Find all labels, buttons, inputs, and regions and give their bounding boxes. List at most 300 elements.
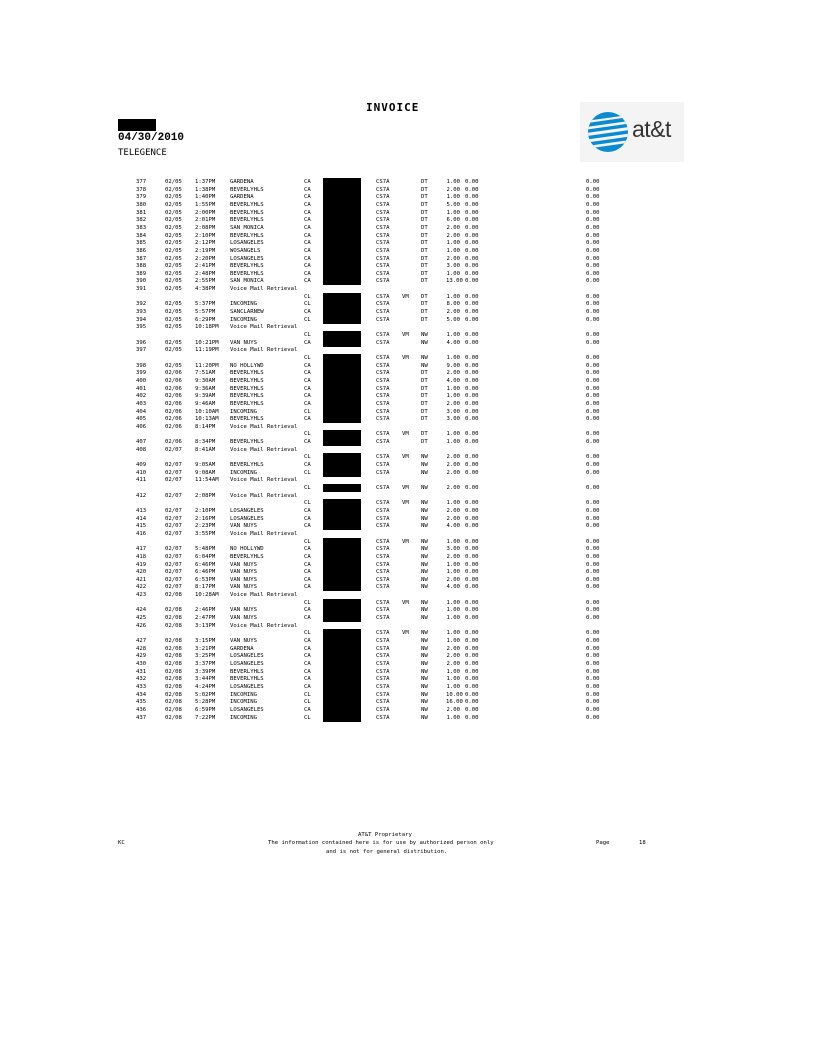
row-total: 0.00 bbox=[586, 247, 600, 254]
row-time: 5:48PM bbox=[195, 546, 216, 553]
row-amount: 0.00 bbox=[465, 377, 479, 384]
row-minutes: 5.00 bbox=[446, 316, 460, 323]
row-minutes: 3.00 bbox=[446, 416, 460, 423]
row-total: 0.00 bbox=[586, 370, 600, 377]
row-place: INCOMING bbox=[230, 469, 257, 476]
row-code: CS7A bbox=[376, 362, 390, 369]
row-minutes: 2.00 bbox=[446, 454, 460, 461]
row-time: 8:17PM bbox=[195, 584, 216, 591]
redaction-block bbox=[118, 119, 156, 131]
row-place: BEVERLYHLS bbox=[230, 400, 264, 407]
row-time: 6:46PM bbox=[195, 569, 216, 576]
row-number: 409 bbox=[136, 462, 147, 469]
row-date: 02/06 bbox=[165, 393, 182, 400]
row-state: CL bbox=[304, 332, 311, 338]
row-number: 399 bbox=[136, 370, 147, 377]
row-amount: 0.00 bbox=[465, 691, 479, 698]
row-total: 0.00 bbox=[586, 255, 600, 262]
row-code: CS7A bbox=[376, 301, 390, 308]
row-amount: 0.00 bbox=[465, 439, 479, 446]
row-date: 02/08 bbox=[165, 668, 182, 675]
row-time: 1:37PM bbox=[195, 179, 216, 185]
row-place: VAN NUYS bbox=[230, 638, 257, 644]
row-code: CS7A bbox=[376, 507, 390, 514]
row-number: 416 bbox=[136, 530, 147, 537]
row-amount: 0.00 bbox=[465, 683, 479, 690]
row-minutes: 1.00 bbox=[446, 683, 460, 690]
row-place: Voice Mail Retrieval bbox=[230, 347, 298, 354]
row-time: 1:38PM bbox=[195, 186, 216, 193]
row-total: 0.00 bbox=[586, 408, 600, 415]
row-number: 411 bbox=[136, 477, 147, 484]
row-date: 02/05 bbox=[165, 309, 182, 316]
row-rate: NW bbox=[421, 615, 428, 622]
row-number: 417 bbox=[136, 546, 147, 553]
row-time: 10:13AM bbox=[195, 416, 219, 423]
row-rate: NW bbox=[421, 500, 428, 507]
row-number: 402 bbox=[136, 393, 147, 400]
row-amount: 0.00 bbox=[465, 416, 479, 423]
row-place: LOSANGELES bbox=[230, 706, 264, 713]
row-code: CS7A bbox=[376, 217, 390, 224]
row-amount: 0.00 bbox=[465, 615, 479, 622]
row-rate: DT bbox=[421, 309, 428, 316]
row-place: BEVERLYHLS bbox=[230, 217, 264, 224]
row-total: 0.00 bbox=[586, 201, 600, 208]
row-minutes: 2.00 bbox=[446, 515, 460, 522]
row-time: 6:04PM bbox=[195, 553, 216, 560]
row-date: 02/06 bbox=[165, 439, 182, 446]
row-code: CS7A bbox=[376, 584, 390, 591]
footer-page-label: Page bbox=[596, 840, 610, 846]
row-total: 0.00 bbox=[586, 263, 600, 270]
row-state: CA bbox=[304, 270, 311, 277]
row-amount: 0.00 bbox=[465, 255, 479, 262]
row-code: CS7A bbox=[376, 393, 390, 400]
row-minutes: 3.00 bbox=[446, 546, 460, 553]
row-time: 5:02PM bbox=[195, 691, 216, 698]
row-number: 436 bbox=[136, 706, 147, 713]
row-minutes: 2.00 bbox=[446, 653, 460, 660]
row-rate: DT bbox=[421, 416, 428, 423]
row-code: CS7A bbox=[376, 660, 390, 667]
footer-notice-line2: and is not for general distribution. bbox=[326, 849, 448, 855]
row-code: CS7A bbox=[376, 638, 390, 644]
row-rate: NW bbox=[421, 569, 428, 576]
row-total: 0.00 bbox=[586, 714, 600, 721]
row-state: CA bbox=[304, 607, 311, 614]
row-number: 384 bbox=[136, 232, 147, 239]
row-state: CL bbox=[304, 431, 311, 438]
row-state: CA bbox=[304, 615, 311, 622]
row-place: GARDENA bbox=[230, 194, 254, 201]
row-place: Voice Mail Retrieval bbox=[230, 446, 298, 453]
row-time: 10:21PM bbox=[195, 339, 219, 346]
row-number: 395 bbox=[136, 324, 147, 331]
row-vm-flag: VM bbox=[402, 485, 409, 491]
row-minutes: 2.00 bbox=[446, 462, 460, 469]
row-number: 432 bbox=[136, 676, 147, 683]
row-minutes: 3.00 bbox=[446, 263, 460, 270]
row-total: 0.00 bbox=[586, 546, 600, 553]
row-code: CS7A bbox=[376, 714, 390, 721]
row-state: CA bbox=[304, 201, 311, 208]
row-minutes: 1.00 bbox=[446, 385, 460, 392]
row-rate: NW bbox=[421, 546, 428, 553]
row-time: 2:19PM bbox=[195, 247, 216, 254]
row-minutes: 2.00 bbox=[446, 660, 460, 667]
row-minutes: 9.00 bbox=[446, 362, 460, 369]
row-minutes: 2.00 bbox=[446, 553, 460, 560]
page-title: INVOICE bbox=[366, 101, 420, 114]
row-time: 10:28AM bbox=[195, 592, 219, 599]
row-amount: 0.00 bbox=[465, 309, 479, 316]
row-rate: DT bbox=[421, 431, 428, 438]
row-total: 0.00 bbox=[586, 186, 600, 193]
row-time: 2:10PM bbox=[195, 232, 216, 239]
row-state: CA bbox=[304, 569, 311, 576]
row-vm-flag: VM bbox=[402, 354, 409, 361]
row-place: LOSANGELES bbox=[230, 515, 264, 522]
row-rate: NW bbox=[421, 714, 428, 721]
row-place: Voice Mail Retrieval bbox=[230, 423, 298, 430]
row-minutes: 2.00 bbox=[446, 186, 460, 193]
row-amount: 0.00 bbox=[465, 454, 479, 461]
row-time: 8:41AM bbox=[195, 446, 216, 453]
row-time: 5:37PM bbox=[195, 301, 216, 308]
row-amount: 0.00 bbox=[465, 263, 479, 270]
logo-wordmark: at&t bbox=[632, 116, 671, 142]
row-rate: DT bbox=[421, 400, 428, 407]
row-code: CS7A bbox=[376, 263, 390, 270]
row-state: CA bbox=[304, 194, 311, 201]
row-minutes: 2.00 bbox=[446, 400, 460, 407]
row-total: 0.00 bbox=[586, 691, 600, 698]
row-total: 0.00 bbox=[586, 607, 600, 614]
row-number: 406 bbox=[136, 423, 147, 430]
row-minutes: 1.00 bbox=[446, 630, 460, 637]
row-state: CA bbox=[304, 660, 311, 667]
row-state: CA bbox=[304, 217, 311, 224]
row-rate: DT bbox=[421, 377, 428, 384]
row-place: LOSANGELES bbox=[230, 240, 264, 247]
row-number: 420 bbox=[136, 569, 147, 576]
row-place: Voice Mail Retrieval bbox=[230, 492, 298, 499]
row-number: 378 bbox=[136, 186, 147, 193]
row-place: VAN NUYS bbox=[230, 339, 257, 346]
row-amount: 0.00 bbox=[465, 706, 479, 713]
row-time: 2:10PM bbox=[195, 507, 216, 514]
row-number: 413 bbox=[136, 507, 147, 514]
row-minutes: 2.00 bbox=[446, 224, 460, 231]
row-place: BEVERLYHLS bbox=[230, 668, 264, 675]
row-date: 02/07 bbox=[165, 576, 182, 583]
row-place: BEVERLYHLS bbox=[230, 377, 264, 384]
row-place: BEVERLYHLS bbox=[230, 439, 264, 446]
row-state: CL bbox=[304, 500, 311, 507]
row-number: 379 bbox=[136, 194, 147, 201]
row-amount: 0.00 bbox=[465, 645, 479, 652]
row-state: CA bbox=[304, 278, 311, 285]
row-state: CA bbox=[304, 393, 311, 400]
row-code: CS7A bbox=[376, 377, 390, 384]
row-code: CS7A bbox=[376, 316, 390, 323]
row-minutes: 3.00 bbox=[446, 408, 460, 415]
row-amount: 0.00 bbox=[465, 462, 479, 469]
row-time: 9:39AM bbox=[195, 393, 216, 400]
row-amount: 0.00 bbox=[465, 569, 479, 576]
row-date: 02/05 bbox=[165, 232, 182, 239]
row-state: CL bbox=[304, 630, 311, 637]
row-amount: 0.00 bbox=[465, 270, 479, 277]
row-date: 02/07 bbox=[165, 561, 182, 568]
row-amount: 0.00 bbox=[465, 576, 479, 583]
row-date: 02/05 bbox=[165, 278, 182, 285]
row-code: CS7A bbox=[376, 523, 390, 530]
row-state: CA bbox=[304, 584, 311, 591]
row-state: CL bbox=[304, 691, 311, 698]
row-amount: 0.00 bbox=[465, 224, 479, 231]
row-state: CA bbox=[304, 179, 311, 185]
row-amount: 0.00 bbox=[465, 408, 479, 415]
row-date: 02/05 bbox=[165, 186, 182, 193]
row-amount: 0.00 bbox=[465, 316, 479, 323]
row-amount: 0.00 bbox=[465, 400, 479, 407]
row-total: 0.00 bbox=[586, 393, 600, 400]
row-rate: DT bbox=[421, 247, 428, 254]
row-amount: 0.00 bbox=[465, 553, 479, 560]
row-date: 02/08 bbox=[165, 691, 182, 698]
row-total: 0.00 bbox=[586, 668, 600, 675]
row-rate: DT bbox=[421, 316, 428, 323]
row-code: CS7A bbox=[376, 194, 390, 201]
row-date: 02/08 bbox=[165, 607, 182, 614]
row-rate: DT bbox=[421, 186, 428, 193]
row-state: CA bbox=[304, 638, 311, 644]
row-vm-flag: VM bbox=[402, 454, 409, 461]
row-number: 408 bbox=[136, 446, 147, 453]
row-total: 0.00 bbox=[586, 217, 600, 224]
row-time: 2:16PM bbox=[195, 515, 216, 522]
row-code: CS7A bbox=[376, 186, 390, 193]
row-code: CS7A bbox=[376, 240, 390, 247]
row-amount: 0.00 bbox=[465, 217, 479, 224]
row-time: 9:08AM bbox=[195, 469, 216, 476]
row-number: 390 bbox=[136, 278, 147, 285]
row-place: SAN MONICA bbox=[230, 224, 264, 231]
row-minutes: 1.00 bbox=[446, 607, 460, 614]
row-minutes: 1.00 bbox=[446, 500, 460, 507]
row-total: 0.00 bbox=[586, 179, 600, 185]
row-state: CA bbox=[304, 362, 311, 369]
row-state: CA bbox=[304, 400, 311, 407]
row-place: BEVERLYHLS bbox=[230, 370, 264, 377]
row-code: CS7A bbox=[376, 209, 390, 216]
row-total: 0.00 bbox=[586, 676, 600, 683]
row-number: 435 bbox=[136, 699, 147, 706]
row-rate: DT bbox=[421, 263, 428, 270]
row-date: 02/06 bbox=[165, 423, 182, 430]
row-date: 02/05 bbox=[165, 286, 182, 293]
row-code: CS7A bbox=[376, 354, 390, 361]
row-rate: NW bbox=[421, 630, 428, 637]
row-state: CA bbox=[304, 462, 311, 469]
row-rate: NW bbox=[421, 706, 428, 713]
row-minutes: 4.00 bbox=[446, 523, 460, 530]
row-amount: 0.00 bbox=[465, 278, 479, 285]
row-place: BEVERLYHLS bbox=[230, 393, 264, 400]
row-date: 02/05 bbox=[165, 324, 182, 331]
row-amount: 0.00 bbox=[465, 301, 479, 308]
row-code: CS7A bbox=[376, 309, 390, 316]
row-total: 0.00 bbox=[586, 653, 600, 660]
row-place: BEVERLYHLS bbox=[230, 385, 264, 392]
row-number: 415 bbox=[136, 523, 147, 530]
row-code: CS7A bbox=[376, 569, 390, 576]
row-minutes: 1.00 bbox=[446, 676, 460, 683]
row-state: CA bbox=[304, 240, 311, 247]
row-time: 3:15PM bbox=[195, 638, 216, 644]
row-rate: NW bbox=[421, 561, 428, 568]
row-date: 02/06 bbox=[165, 385, 182, 392]
row-date: 02/07 bbox=[165, 530, 182, 537]
row-amount: 0.00 bbox=[465, 431, 479, 438]
row-minutes: 8.00 bbox=[446, 301, 460, 308]
row-amount: 0.00 bbox=[465, 523, 479, 530]
row-date: 02/07 bbox=[165, 462, 182, 469]
row-date: 02/07 bbox=[165, 446, 182, 453]
row-state: CA bbox=[304, 668, 311, 675]
row-place: NO HOLLYWD bbox=[230, 362, 264, 369]
row-amount: 0.00 bbox=[465, 354, 479, 361]
row-total: 0.00 bbox=[586, 416, 600, 423]
row-time: 6:29PM bbox=[195, 316, 216, 323]
row-place: LOSANGELES bbox=[230, 653, 264, 660]
row-minutes: 2.00 bbox=[446, 255, 460, 262]
row-time: 7:22PM bbox=[195, 714, 216, 721]
row-number: 427 bbox=[136, 638, 147, 644]
row-time: 3:13PM bbox=[195, 622, 216, 629]
row-code: CS7A bbox=[376, 224, 390, 231]
row-rate: DT bbox=[421, 232, 428, 239]
row-rate: DT bbox=[421, 255, 428, 262]
row-time: 6:46PM bbox=[195, 561, 216, 568]
row-state: CA bbox=[304, 683, 311, 690]
row-time: 7:51AM bbox=[195, 370, 216, 377]
row-code: CS7A bbox=[376, 469, 390, 476]
row-state: CA bbox=[304, 416, 311, 423]
row-state: CA bbox=[304, 385, 311, 392]
row-code: CS7A bbox=[376, 576, 390, 583]
row-place: INCOMING bbox=[230, 408, 257, 415]
row-place: BEVERLYHLS bbox=[230, 553, 264, 560]
row-time: 2:47PM bbox=[195, 615, 216, 622]
row-total: 0.00 bbox=[586, 507, 600, 514]
row-rate: DT bbox=[421, 278, 428, 285]
row-rate: NW bbox=[421, 485, 428, 491]
row-minutes: 2.00 bbox=[446, 576, 460, 583]
row-date: 02/06 bbox=[165, 416, 182, 423]
row-date: 02/08 bbox=[165, 645, 182, 652]
row-time: 2:41PM bbox=[195, 263, 216, 270]
row-date: 02/08 bbox=[165, 699, 182, 706]
row-time: 10:18PM bbox=[195, 324, 219, 331]
row-amount: 0.00 bbox=[465, 699, 479, 706]
redaction-block bbox=[323, 714, 361, 722]
row-place: VAN NUYS bbox=[230, 561, 257, 568]
row-state: CL bbox=[304, 538, 311, 545]
row-time: 10:10AM bbox=[195, 408, 219, 415]
row-vm-flag: VM bbox=[402, 599, 409, 606]
row-place: INCOMING bbox=[230, 714, 257, 721]
row-date: 02/08 bbox=[165, 615, 182, 622]
row-amount: 0.00 bbox=[465, 584, 479, 591]
row-total: 0.00 bbox=[586, 431, 600, 438]
row-state: CA bbox=[304, 706, 311, 713]
row-total: 0.00 bbox=[586, 599, 600, 606]
row-state: CA bbox=[304, 309, 311, 316]
row-state: CA bbox=[304, 377, 311, 384]
row-state: CA bbox=[304, 232, 311, 239]
row-code: CS7A bbox=[376, 599, 390, 606]
row-date: 02/08 bbox=[165, 683, 182, 690]
row-time: 6:53PM bbox=[195, 576, 216, 583]
row-total: 0.00 bbox=[586, 630, 600, 637]
row-time: 2:00PM bbox=[195, 209, 216, 216]
row-total: 0.00 bbox=[586, 615, 600, 622]
row-date: 02/05 bbox=[165, 347, 182, 354]
row-rate: NW bbox=[421, 354, 428, 361]
row-date: 02/05 bbox=[165, 255, 182, 262]
row-minutes: 1.00 bbox=[446, 561, 460, 568]
row-state: CA bbox=[304, 247, 311, 254]
row-total: 0.00 bbox=[586, 354, 600, 361]
row-date: 02/05 bbox=[165, 209, 182, 216]
row-rate: NW bbox=[421, 645, 428, 652]
row-total: 0.00 bbox=[586, 706, 600, 713]
row-number: 407 bbox=[136, 439, 147, 446]
row-date: 02/06 bbox=[165, 370, 182, 377]
row-minutes: 1.00 bbox=[446, 439, 460, 446]
row-minutes: 1.00 bbox=[446, 247, 460, 254]
row-amount: 0.00 bbox=[465, 676, 479, 683]
row-code: CS7A bbox=[376, 691, 390, 698]
row-code: CS7A bbox=[376, 232, 390, 239]
row-time: 9:46AM bbox=[195, 400, 216, 407]
row-total: 0.00 bbox=[586, 332, 600, 338]
row-number: 392 bbox=[136, 301, 147, 308]
row-code: CS7A bbox=[376, 255, 390, 262]
row-time: 11:19PM bbox=[195, 347, 219, 354]
row-amount: 0.00 bbox=[465, 630, 479, 637]
row-time: 2:12PM bbox=[195, 240, 216, 247]
row-date: 02/05 bbox=[165, 270, 182, 277]
row-number: 437 bbox=[136, 714, 147, 721]
row-rate: DT bbox=[421, 224, 428, 231]
row-number: 394 bbox=[136, 316, 147, 323]
att-logo bbox=[580, 102, 684, 162]
row-state: CA bbox=[304, 676, 311, 683]
row-amount: 0.00 bbox=[465, 362, 479, 369]
row-rate: DT bbox=[421, 240, 428, 247]
row-date: 02/07 bbox=[165, 507, 182, 514]
row-rate: NW bbox=[421, 668, 428, 675]
row-rate: DT bbox=[421, 201, 428, 208]
row-number: 421 bbox=[136, 576, 147, 583]
row-state: CA bbox=[304, 370, 311, 377]
row-date: 02/07 bbox=[165, 515, 182, 522]
row-rate: DT bbox=[421, 408, 428, 415]
